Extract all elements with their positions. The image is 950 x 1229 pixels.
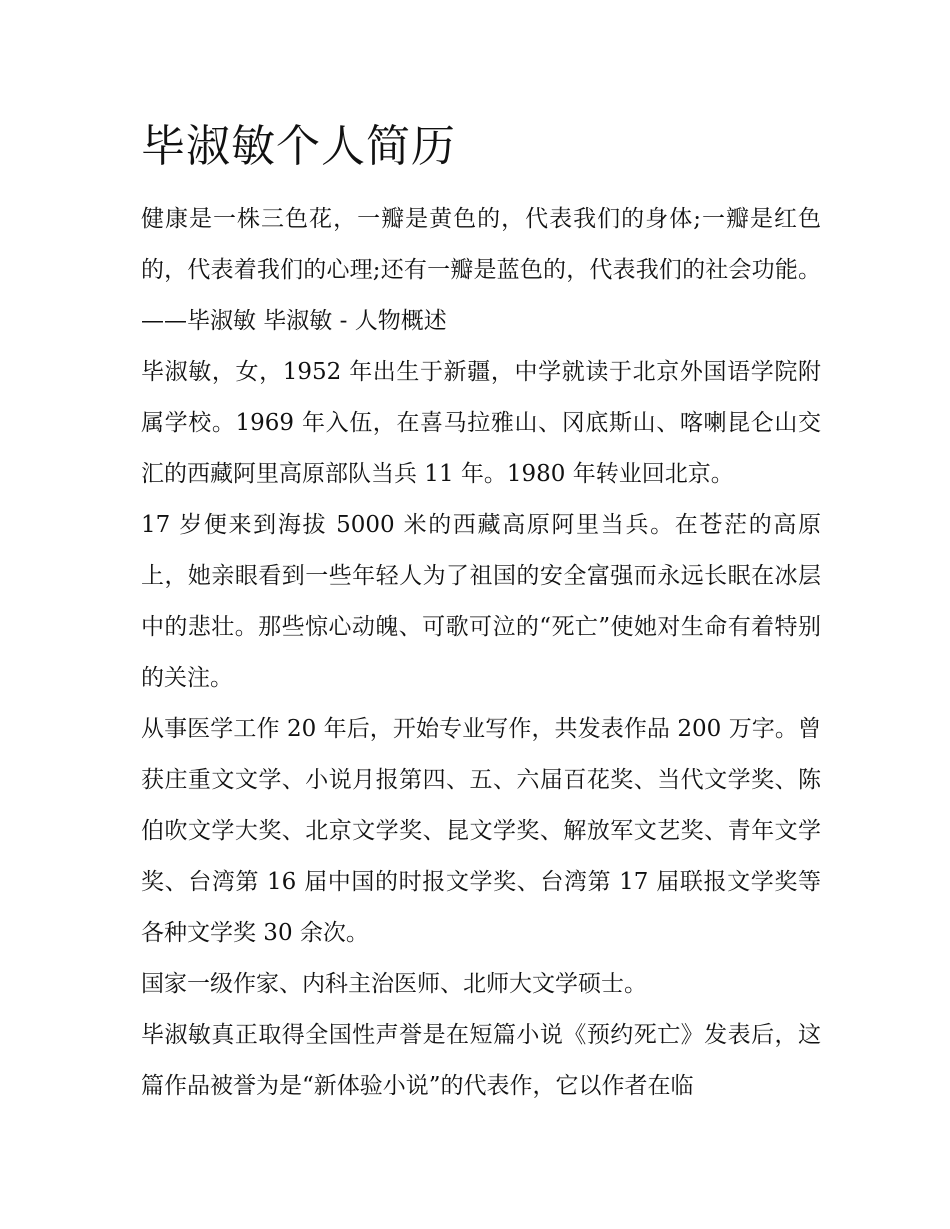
paragraph-military-service: 17 岁便来到海拔 5000 米的西藏高原阿里当兵。在苍茫的高原上，她亲眼看到一些年轻人为了祖国的安全富强而永远长眠在冰层中的悲壮。那些惊心动魄、可歌可泣的“死亡”使她对生命有着特别的关注。 bbox=[141, 512, 821, 691]
document-body bbox=[141, 112, 821, 1112]
paragraph-awards: 从事医学工作 20 年后，开始专业写作，共发表作品 200 万字。曾获庄重文文学、小说月报第四、五、六届百花奖、当代文学奖、陈伯吹文学大奖、北京文学奖、昆文学奖、解放军文艺奖、青年文学奖、台湾第 16 届中国的时报文学奖、台湾第 17 届联报文学奖等各种文学奖 30 余次。 bbox=[141, 716, 821, 946]
paragraph-titles: 国家一级作家、内科主治医师、北师大文学硕士。 bbox=[141, 971, 647, 997]
paragraph-biography: 毕淑敏，女，1952 年出生于新疆，中学就读于北京外国语学院附属学校。1969 年入伍，在喜马拉雅山、冈底斯山、喀喇昆仑山交汇的西藏阿里高原部队当兵 11 年。1980 年转业回北京。 bbox=[141, 359, 821, 487]
paragraph-reputation: 毕淑敏真正取得全国性声誉是在短篇小说《预约死亡》发表后，这篇作品被誉为是“新体验小说”的代表作，它以作者在临 bbox=[141, 1022, 821, 1099]
document-title: 毕淑敏个人简历 bbox=[141, 121, 456, 172]
paragraph-overview: 健康是一株三色花，一瓣是黄色的，代表我们的身体;一瓣是红色的，代表着我们的心理;还有一瓣是蓝色的，代表我们的社会功能。——毕淑敏 毕淑敏 - 人物概述 bbox=[141, 206, 821, 334]
